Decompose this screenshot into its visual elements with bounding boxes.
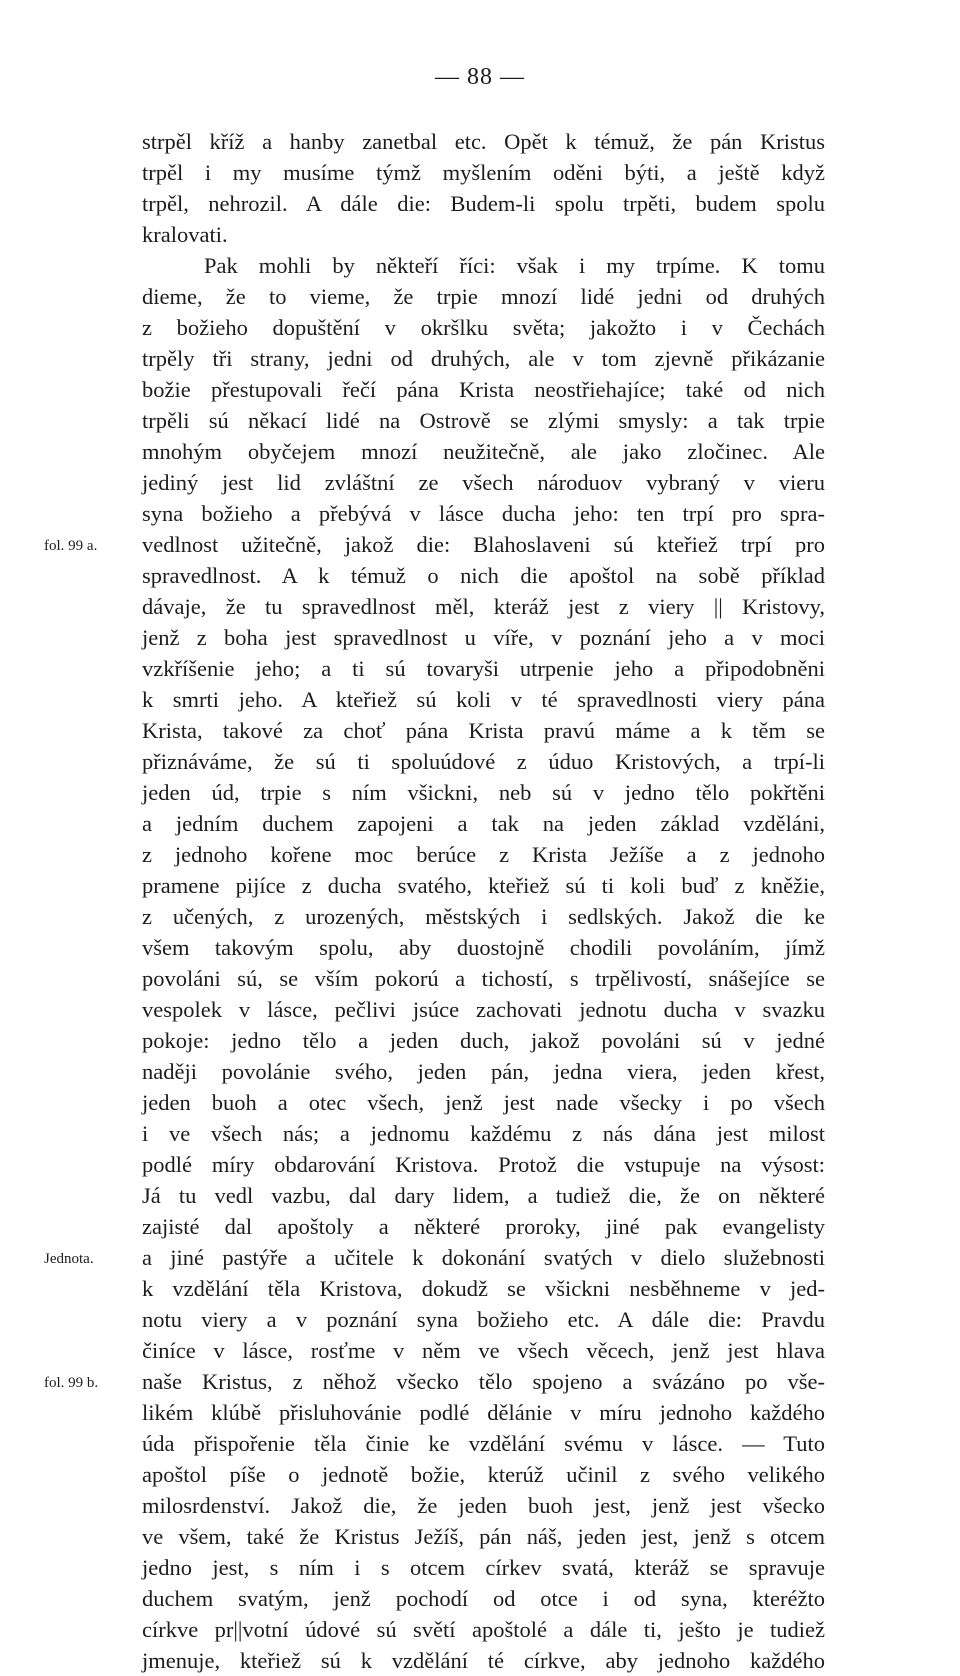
- text-line: božie přestupovali řečí pána Krista neostřiehajíce; také od nich: [142, 377, 825, 402]
- text-line: jeden buoh a otec všech, jenž jest nade všecky i po všech: [142, 1090, 825, 1115]
- text-line: povoláni sú, se vším pokorú a tichostí, s trpělivostí, snášejíce se: [142, 966, 825, 991]
- text-line: jedno jest, s ním i s otcem církev svatá, kteráž se spravuje: [142, 1555, 825, 1580]
- text-line: naše Kristus, z něhož všecko tělo spojeno a svázáno po vše-: [142, 1369, 825, 1394]
- text-line: syna božieho a přebývá v lásce ducha jeho: ten trpí pro spra-: [142, 501, 825, 526]
- text-line: jeden úd, trpie s ním všickni, neb sú v jedno tělo pokřtěni: [142, 780, 825, 805]
- text-line: ve všem, také že Kristus Ježíš, pán náš, jeden jest, jenž s otcem: [142, 1524, 825, 1549]
- margin-note: Jednota.: [44, 1251, 94, 1267]
- text-line: mnohým obyčejem mnozí neužitečně, ale jako zločinec. Ale: [142, 439, 825, 464]
- text-line: pramene pijíce z ducha svatého, kteřiež sú ti koli buď z kněžie,: [142, 873, 825, 898]
- text-line: vzkříšenie jeho; a ti sú tovaryši utrpenie jeho a připodobněni: [142, 656, 825, 681]
- text-line: spravedlnost. A k témuž o nich die apoštol na sobě příklad: [142, 563, 825, 588]
- text-line: dieme, že to vieme, že trpie mnozí lidé jedni od druhých: [142, 284, 825, 309]
- text-line: z jednoho kořene moc berúce z Krista Ježíše a z jednoho: [142, 842, 825, 867]
- text-line: zajisté dal apoštoly a některé proroky, jiné pak evangelisty: [142, 1214, 825, 1239]
- text-line: všem takovým spolu, aby duostojně chodili povoláním, jímž: [142, 935, 825, 960]
- text-line: činíce v lásce, rosťme v něm ve všech věcech, jenž jest hlava: [142, 1338, 825, 1363]
- text-line: trpěli sú někací lidé na Ostrově se zlými smysly: a tak trpie: [142, 408, 825, 433]
- text-line: naději povolánie svého, jeden pán, jedna viera, jeden křest,: [142, 1059, 825, 1084]
- text-line: likém klúbě přisluhovánie podlé dělánie v míru jednoho každého: [142, 1400, 825, 1425]
- margin-note: fol. 99 b.: [44, 1375, 99, 1391]
- text-line: strpěl kříž a hanby zanetbal etc. Opět k témuž, že pán Kristus: [142, 129, 825, 154]
- text-line: trpěl i my musíme týmž myšlením oděni býti, a ještě když: [142, 160, 825, 185]
- text-line: dávaje, že tu spravedlnost měl, kteráž jest z viery || Kristovy,: [142, 594, 825, 619]
- text-line: Já tu vedl vazbu, dal dary lidem, a tudiež die, že on některé: [142, 1183, 825, 1208]
- text-line: notu viery a v poznání syna božieho etc. A dále die: Pravdu: [142, 1307, 825, 1332]
- text-line: k vzdělání těla Kristova, dokudž se všickni nesběhneme v jed-: [142, 1276, 825, 1301]
- text-line: apoštol píše o jednotě božie, kterúž učinil z svého velikého: [142, 1462, 825, 1487]
- body-text: [142, 126, 825, 1676]
- text-line: trpěl, nehrozil. A dále die: Budem-li spolu trpěti, budem spolu: [142, 191, 825, 216]
- text-line: pokoje: jedno tělo a jeden duch, jakož povoláni sú v jedné: [142, 1028, 825, 1053]
- text-line: z učených, z urozených, městských i sedlských. Jakož die ke: [142, 904, 825, 929]
- text-line: k smrti jeho. A kteřiež sú koli v té spravedlnosti viery pána: [142, 687, 825, 712]
- text-line: z božieho dopuštění v okršlku světa; jakožto i v Čechách: [142, 315, 825, 340]
- page-number: — 88 —: [435, 64, 525, 90]
- text-line: vespolek v lásce, pečlivi jsúce zachovati jednotu ducha v svazku: [142, 997, 825, 1022]
- text-line: duchem svatým, jenž pochodí od otce i od syna, kteréžto: [142, 1586, 825, 1611]
- text-line: Krista, takové za choť pána Krista pravú máme a k těm se: [142, 718, 825, 743]
- text-line: vedlnost užitečně, jakož die: Blahoslaveni sú kteřiež trpí pro: [142, 532, 825, 557]
- text-line: jediný jest lid zvláštní ze všech národuov vybraný v vieru: [142, 470, 825, 495]
- text-line: Pak mohli by někteří říci: však i my trpíme. K tomu: [204, 253, 825, 278]
- text-line: církve pr||votní údové sú světí apoštolé a dále ti, ješto je tudiež: [142, 1617, 825, 1642]
- text-line: milosrdenství. Jakož die, že jeden buoh jest, jenž jest všecko: [142, 1493, 825, 1518]
- text-line: přiznáváme, že sú ti spoluúdové z úduo Kristových, a trpí-li: [142, 749, 825, 774]
- text-line: a jiné pastýře a učitele k dokonání svatých v dielo služebnosti: [142, 1245, 825, 1270]
- text-line: jmenuje, kteřiež sú k vzdělání té církve, aby jednoho každého: [142, 1648, 825, 1673]
- text-line: a jedním duchem zapojeni a tak na jeden základ vzděláni,: [142, 811, 825, 836]
- text-line: i ve všech nás; a jednomu každému z nás dána jest milost: [142, 1121, 825, 1146]
- text-line: jenž z boha jest spravedlnost u víře, v poznání jeho a v moci: [142, 625, 825, 650]
- margin-note: fol. 99 a.: [44, 538, 98, 554]
- text-line: úda přispořenie těla činie ke vzdělání svému v lásce. — Tuto: [142, 1431, 825, 1456]
- text-line: podlé míry obdarování Kristova. Protož die vstupuje na výsost:: [142, 1152, 825, 1177]
- text-line: trpěly tři strany, jedni od druhých, ale v tom zjevně přikázanie: [142, 346, 825, 371]
- text-line: kralovati.: [142, 222, 228, 247]
